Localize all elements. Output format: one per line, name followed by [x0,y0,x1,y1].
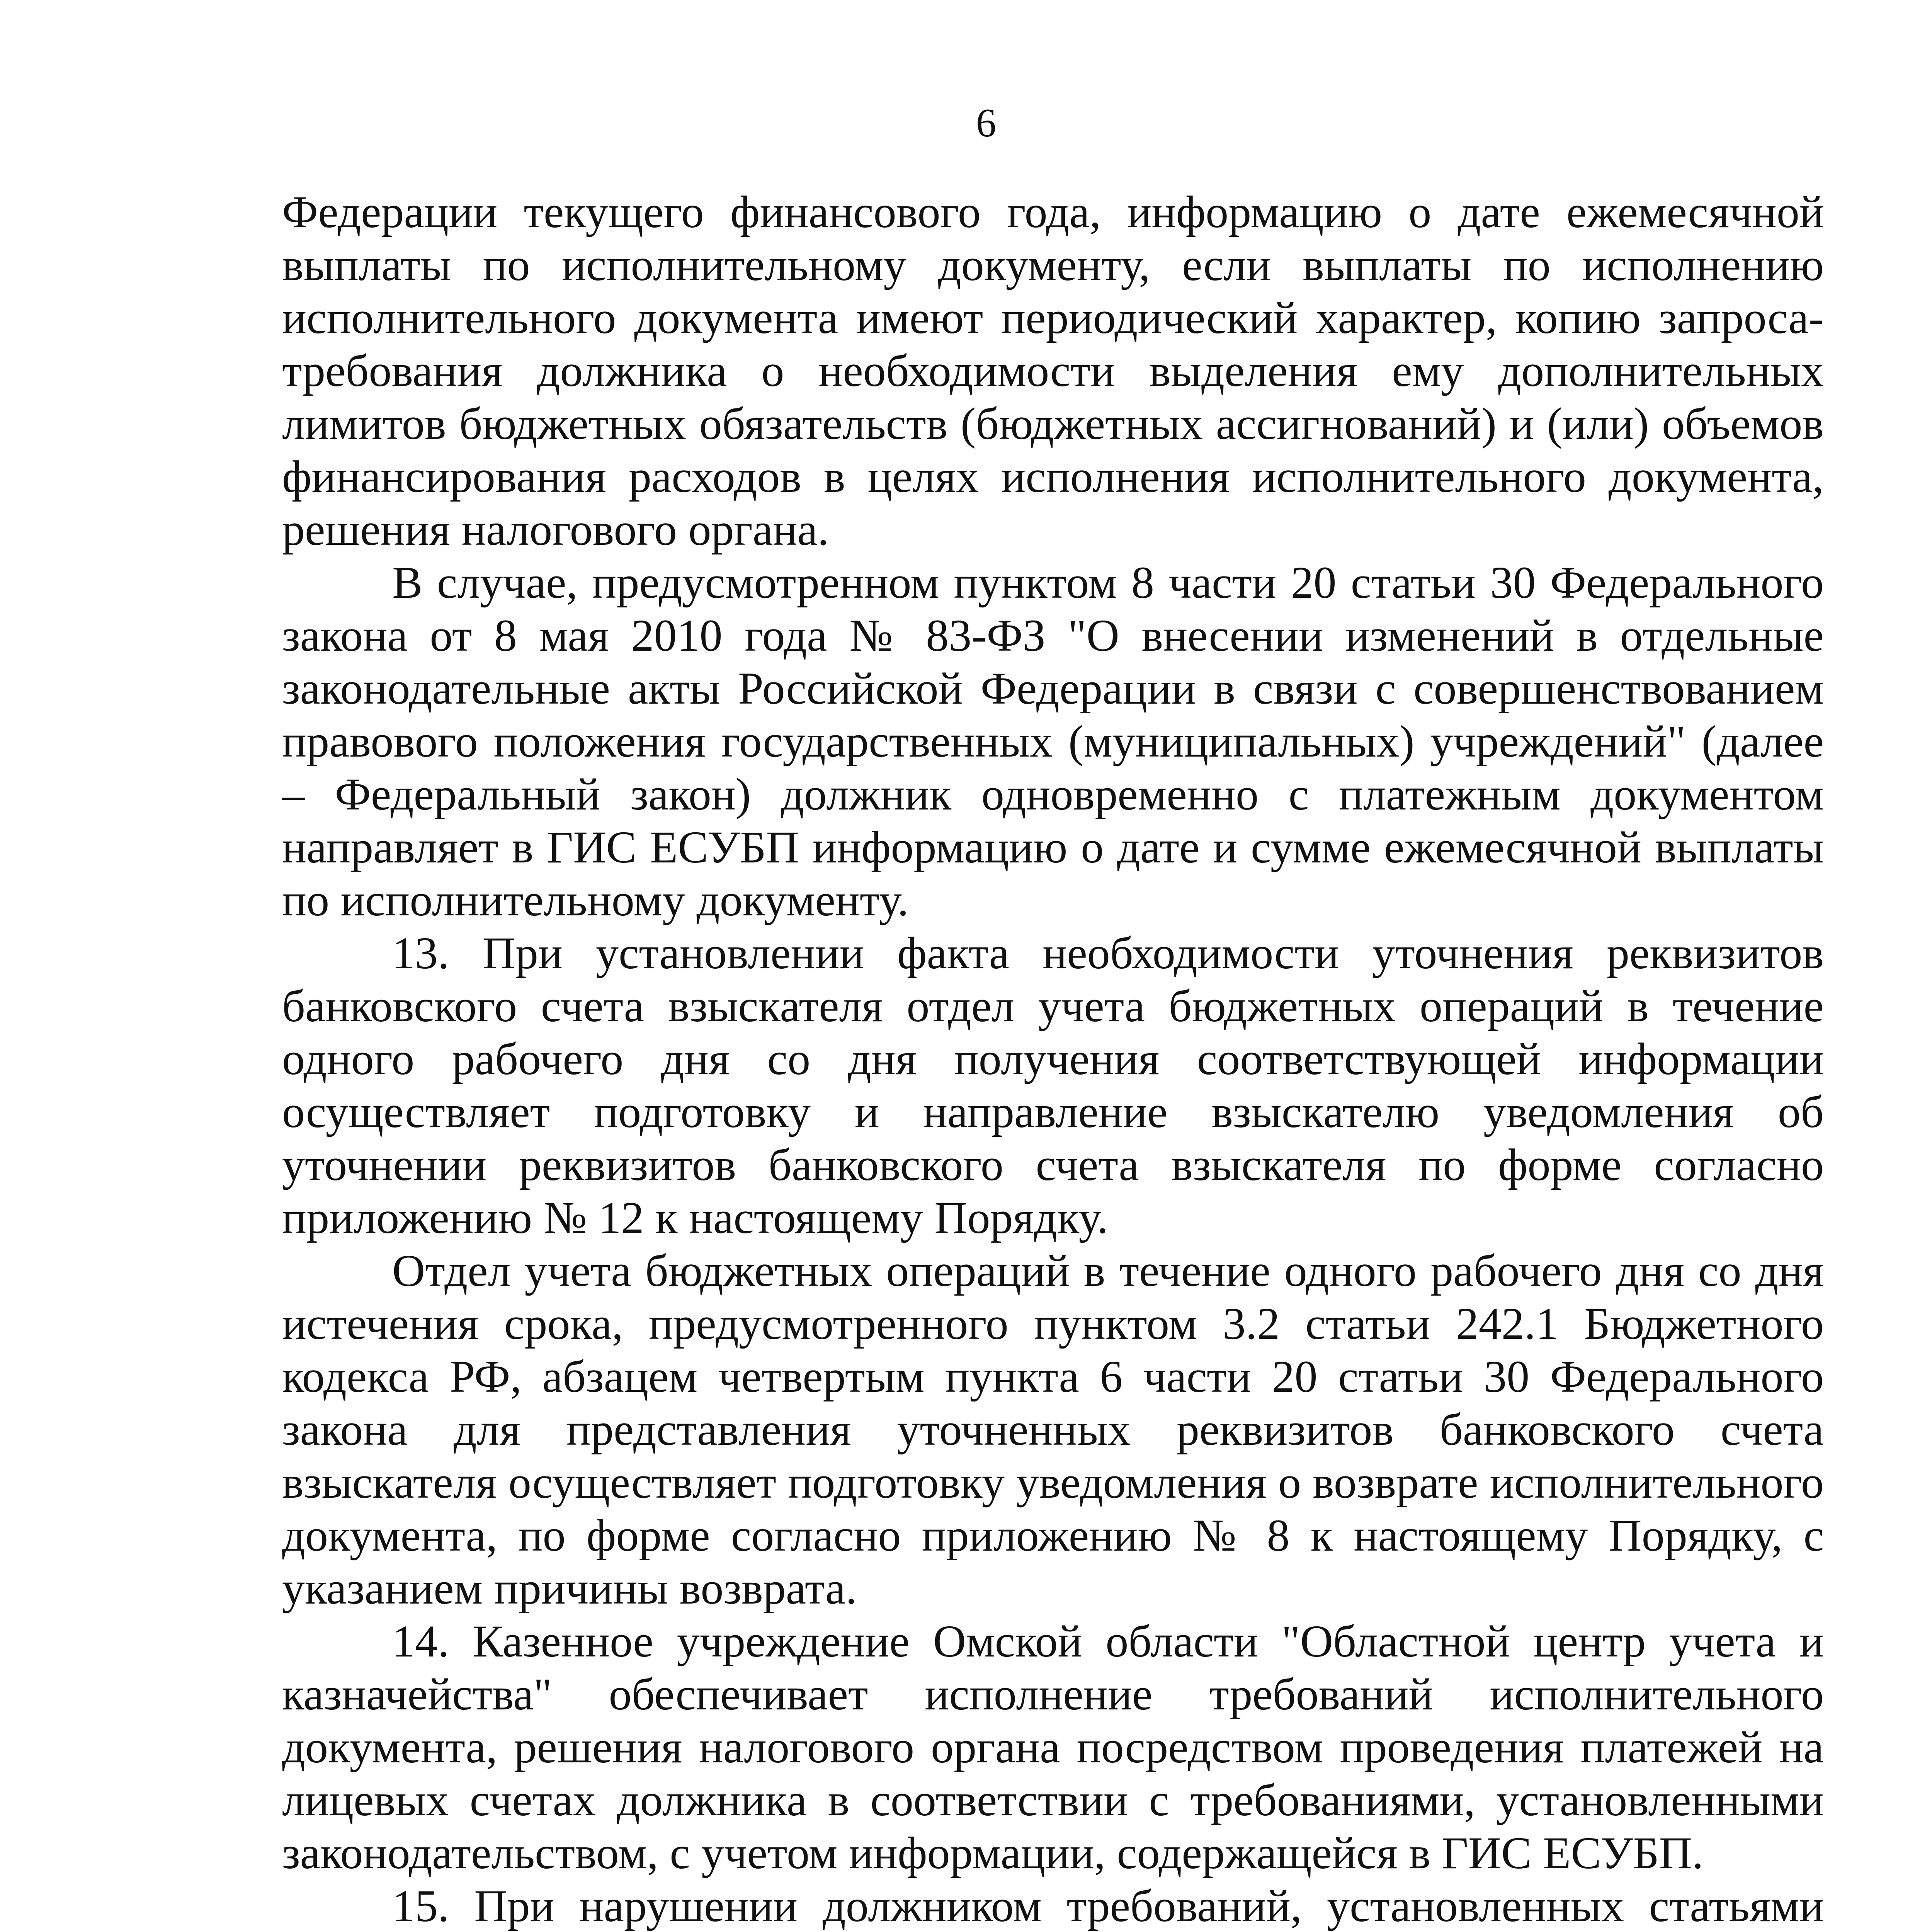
paragraph-federal-law-case: В случае, предусмотренном пунктом 8 части 20 статьи 30 Федерального закона от 8 мая 2010 года № 83-ФЗ "О внесении изменений в отдельные законодательные акты Российской Федерации в связи с совершенствованием правового положения государственных (муниципальных) учреждений" (далее – Федеральный закон) должник одновременно с платежным документом направляет в ГИС ЕСУБП информацию о дате и сумме ежемесячной выплаты по исполнительному документу. [282,557,1824,925]
paragraph-item-14: 14. Казенное учреждение Омской области "Областной центр учета и казначейства" обеспечивает исполнение требований исполнительного документа, решения налогового органа посредством проведения платежей на лицевых счетах должника в соответствии с требованиями, установленными законодательством, с учетом информации, содержащейся в ГИС ЕСУБП. [282,1616,1824,1878]
paragraph-item-15: 15. При нарушении должником требований, установленных статьями [392,1881,1824,1931]
paragraph-item-13: 13. При установлении факта необходимости уточнения реквизитов банковского счета взыскателя отдел учета бюджетных операций в течение одного рабочего дня со дня получения соответствующей информации осуществляет подготовку и направление взыскателю уведомления об уточнении реквизитов банковского счета взыскателя по форме согласно приложению № 12 к настоящему Порядку. [282,928,1824,1243]
document-body [282,185,1824,1932]
paragraph-return-notice: Отдел учета бюджетных операций в течение одного рабочего дня со дня истечения срока, предусмотренного пунктом 3.2 статьи 242.1 Бюджетного кодекса РФ, абзацем четвертым пункта 6 части 20 статьи 30 Федерального закона для представления уточненных реквизитов банковского счета взыскателя осуществляет подготовку уведомления о возврате исполнительного документа, по форме согласно приложению № 8 к настоящему Порядку, с указанием причины возврата. [282,1245,1824,1614]
page-number: 6 [976,100,997,145]
paragraph-continuation: Федерации текущего финансового года, информацию о дате ежемесячной выплаты по исполнительному документу, если выплаты по исполнению исполнительного документа имеют периодический характер, копию запроса-требования должника о необходимости выделения ему дополнительных лимитов бюджетных обязательств (бюджетных ассигнований) и (или) объемов финансирования расходов в целях исполнения исполнительного документа, решения налогового органа. [282,187,1824,555]
